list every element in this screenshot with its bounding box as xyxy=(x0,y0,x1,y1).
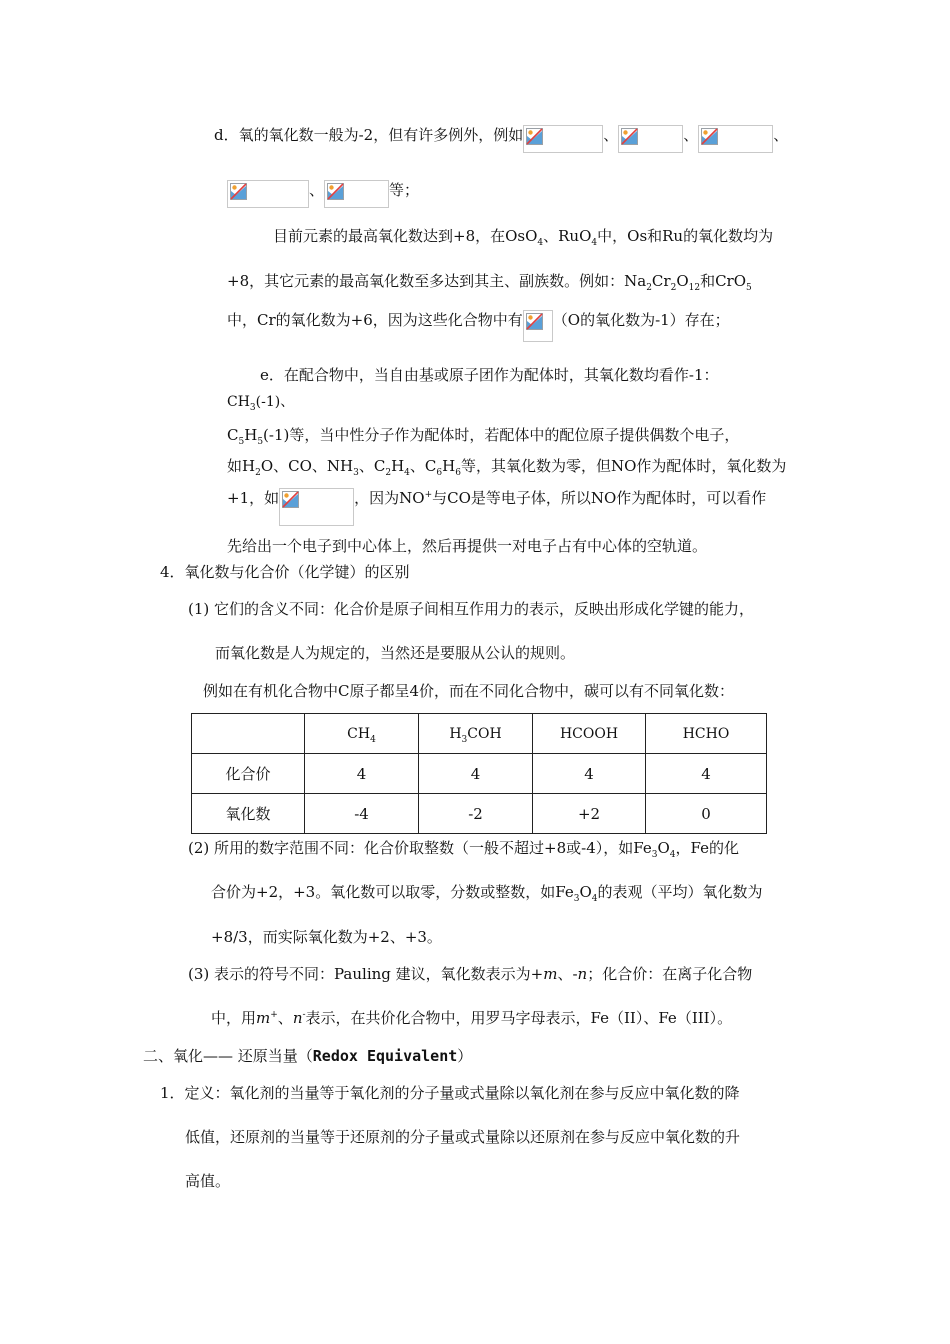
table-corner-cell xyxy=(192,714,305,754)
table-header-row xyxy=(192,714,767,754)
definition-c: 高值。 xyxy=(185,1172,231,1190)
table-header-h3coh: $H_3COH$ xyxy=(419,714,533,754)
section-4-heading: 4．氧化数与化合价（化学键）的区别 xyxy=(160,563,410,581)
section-2-heading: 二、氧化—— 还原当量（Redox Equivalent） xyxy=(143,1047,473,1065)
table-cell: +2 xyxy=(533,794,646,834)
broken-image-icon xyxy=(526,128,543,145)
point-1-b: 而氧化数是人为规定的，当然还是要服从公认的规则。 xyxy=(215,644,576,662)
point-3-b: 中，用m+、n-表示，在共价化合物中，用罗马字母表示，Fe（II）、Fe（III）。 xyxy=(211,1009,733,1027)
broken-image-icon xyxy=(701,128,718,145)
image-placeholder-6 xyxy=(523,310,553,342)
point-2-a: (2) 所用的数字范围不同：化合价取整数（一般不超过+8或-4），如$Fe_3O_4$，Fe的化 xyxy=(188,839,739,860)
image-placeholder-3 xyxy=(698,125,773,153)
image-placeholder-4 xyxy=(227,180,309,208)
broken-image-icon xyxy=(282,491,299,508)
table-cell: 0 xyxy=(646,794,767,834)
table-row xyxy=(192,754,767,794)
definition-a: 1．定义：氧化剂的当量等于氧化剂的分子量或式量除以氧化剂在参与反应中氧化数的降 xyxy=(160,1084,740,1102)
table-row xyxy=(192,794,767,834)
table-header-ch4: $CH_4$ xyxy=(305,714,419,754)
broken-image-icon xyxy=(230,183,247,200)
point-2-b: 合价为+2，+3。氧化数可以取零，分数或整数，如$Fe_3O_4$的表观（平均）氧化数为 xyxy=(211,883,763,904)
point-1-c: 例如在有机化合物中C原子都呈4价，而在不同化合物中，碳可以有不同氧化数： xyxy=(203,682,735,700)
line-c5h5: $C_5H_5(-1)$等，当中性分子作为配体时，若配体中的配位原子提供偶数个电子， xyxy=(227,426,740,447)
table-cell: 4 xyxy=(305,754,419,794)
line-d-text: d．氧的氧化数一般为-2，但有许多例外，例如 xyxy=(214,126,524,144)
broken-image-icon xyxy=(621,128,638,145)
oxidation-table xyxy=(191,713,767,834)
point-2-c: +8/3，而实际氧化数为+2、+3。 xyxy=(211,928,442,946)
line-no: +1，如 ，因为NO+与CO是等电子体，所以NO作为配体时，可以看作 xyxy=(227,488,766,526)
para-highest-b: +8，其它元素的最高氧化数至多达到其主、副族数。例如：$Na_2Cr_2O_{12}$和CrO$_5$ xyxy=(227,272,752,293)
line-ch3: $CH_3(-1)$、 xyxy=(227,394,295,413)
table-header-hcooh: HCOOH xyxy=(533,714,646,754)
table-cell: -4 xyxy=(305,794,419,834)
image-placeholder-7 xyxy=(279,488,354,526)
point-1-a: (1) 它们的含义不同：化合价是原子间相互作用力的表示，反映出形成化学键的能力， xyxy=(188,600,755,618)
table-row-label: 化合价 xyxy=(192,754,305,794)
para-highest-c: 中，Cr的氧化数为+6，因为这些化合物中有 （O的氧化数为-1）存在； xyxy=(227,310,730,342)
table-header-hcho: HCHO xyxy=(646,714,767,754)
table-cell: 4 xyxy=(646,754,767,794)
line-d-cont: 、 等； xyxy=(227,180,419,208)
broken-image-icon xyxy=(526,313,543,330)
para-highest-a: 目前元素的最高氧化数达到+8，在OsO$_4$、RuO$_4$中，Os和Ru的氧化数均为 xyxy=(273,227,774,248)
point-3-a: (3) 表示的符号不同：Pauling 建议，氧化数表示为+m、-n；化合价：在离子化合物 xyxy=(188,965,753,983)
image-placeholder-2 xyxy=(618,125,683,153)
line-d: d．氧的氧化数一般为-2，但有许多例外，例如 、 、 、 xyxy=(214,125,788,153)
image-placeholder-5 xyxy=(324,180,389,208)
table-row-label: 氧化数 xyxy=(192,794,305,834)
image-placeholder-1 xyxy=(523,125,603,153)
table-cell: 4 xyxy=(419,754,533,794)
definition-b: 低值，还原剂的当量等于还原剂的分子量或式量除以还原剂在参与反应中氧化数的升 xyxy=(185,1128,741,1146)
broken-image-icon xyxy=(327,183,344,200)
table-cell: -2 xyxy=(419,794,533,834)
line-e-last: 先给出一个电子到中心体上，然后再提供一对电子占有中心体的空轨道。 xyxy=(227,537,708,555)
line-e: e．在配合物中，当自由基或原子团作为配体时，其氧化数均看作-1： xyxy=(260,366,719,384)
line-ligands: 如$H_2O$、CO、$NH_3$、$C_2H_4$、$C_6H_6$等，其氧化数为零，但NO作为配体时，氧化数为 xyxy=(227,457,787,478)
table-cell: 4 xyxy=(533,754,646,794)
